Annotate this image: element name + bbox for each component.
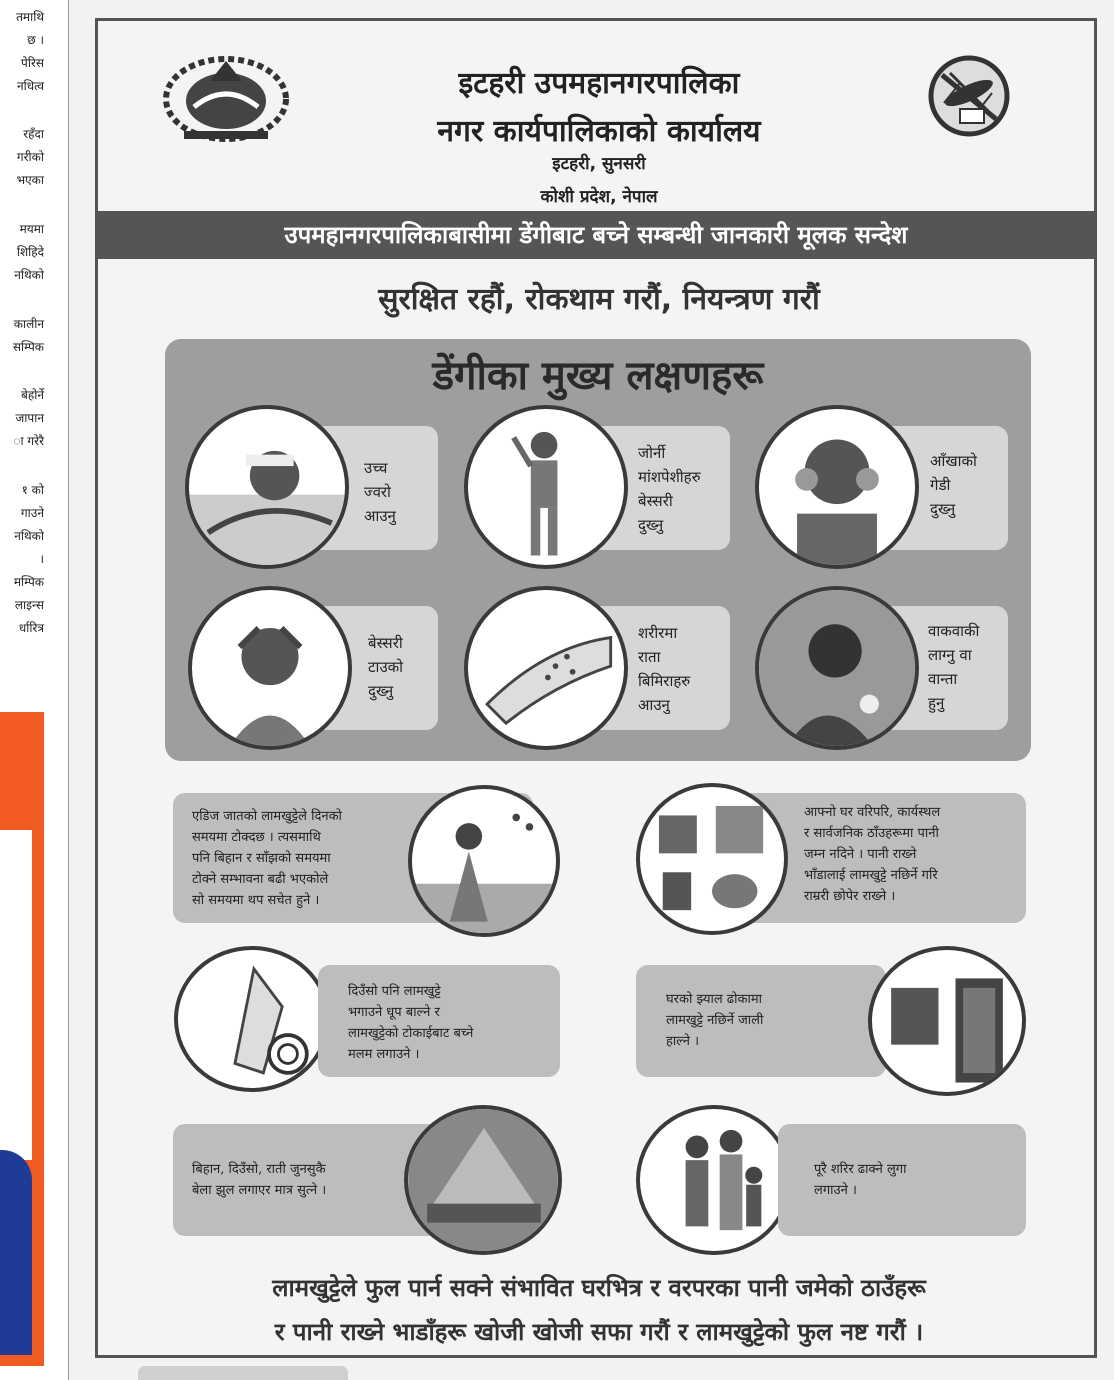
address-city: इटहरी, सुनसरी [552, 154, 646, 174]
left-text-line: बेहोर्ने [21, 388, 44, 402]
left-text-line: तमाथि [16, 10, 44, 24]
symptoms-title: डेंगीका मुख्य लक्षणहरू [432, 353, 764, 399]
left-text-group-5 [0, 384, 44, 453]
ad-white-panel [0, 830, 32, 1160]
address-province: कोशी प्रदेश, नेपाल [540, 187, 658, 207]
prevention-text-mosquito-net: बिहान, दिउँसो, राती जुनसुकै बेला झुल लगाएर मात्र सुत्ने । [192, 1162, 327, 1198]
joint-pain-illustration-icon [464, 405, 628, 569]
left-text-line: नधित्व [16, 79, 44, 93]
slogan: सुरक्षित रहौं, रोकथाम गरौं, नियन्त्रण गरौं [378, 282, 820, 317]
water-containers-illustration-icon [636, 783, 788, 935]
left-text-group-4 [0, 313, 44, 359]
rash-illustration-icon [464, 586, 628, 750]
window-door-net-illustration-icon [868, 946, 1026, 1096]
left-text-line: ा गरेरै [13, 434, 44, 448]
message-title-band: उपमहानगरपालिकाबासीमा डेंगीबाट बच्ने सम्बन्धी जानकारी मूलक सन्देश [98, 211, 1094, 259]
symptom-label-vomiting: वाकवाकी लाग्नु वा वान्ता हुनु [928, 622, 980, 712]
left-text-group-1 [0, 6, 44, 98]
symptom-label-rash: शरीरमा राता बिमिराहरु आउनु [638, 624, 691, 714]
bottom-message-line-1: लामखुट्टेले फुल पार्न सक्ने संभावित घरभित्र र वरपरका पानी जमेको ठाउँहरू [272, 1274, 926, 1302]
prevention-text-daytime-bite: एडिज जातको लामखुट्टेले दिनको समयमा टोक्दछ । त्यसमाथि पनि बिहान र साँझको समयमा टोक्ने सम्भावना बढी भएकोले सो समयमा थप सचेत हुने । [192, 809, 342, 908]
symptom-label-headache: बेस्सरी टाउको दुख्नु [368, 634, 404, 700]
family-full-clothing-illustration-icon [636, 1105, 792, 1255]
left-text-line: नथिको [14, 268, 44, 282]
symptom-label-eye-pain: आँखाको गेडी दुख्नु [930, 452, 977, 518]
left-text-line: कालीन [13, 317, 44, 331]
left-text-line: र्धारित्र [18, 621, 44, 635]
symptom-label-fever: उच्च ज्वरो आउनु [364, 459, 396, 525]
woman-outdoors-illustration-icon [408, 785, 560, 937]
left-text-group-3 [0, 218, 44, 287]
left-text-line: गरीको [16, 150, 44, 164]
eye-pain-illustration-icon [755, 405, 919, 569]
vomiting-illustration-icon [755, 586, 919, 750]
prevention-text-window-net: घरको झ्याल ढोकामा लामखुट्टे नछिर्ने जाली हाल्ने । [666, 992, 764, 1049]
left-text-line: शिहिदे [16, 245, 44, 259]
repellent-coil-illustration-icon [174, 946, 330, 1092]
left-text-line: भएका [16, 173, 44, 187]
newspaper-left-column [0, 0, 69, 684]
left-text-line: छ । [27, 33, 44, 47]
prevention-text-stagnant-water: आफ्नो घर वरिपरि, कार्यस्थल र सार्वजनिक ठाँउहरूमा पानी जम्न नदिने । पानी राख्ने भाँडालाई लामखुट्टे नछिर्ने गरि राम्ररी छोपेर राख्ने । [804, 805, 941, 904]
left-text-line: । [39, 552, 44, 566]
left-text-line: मम्पिक [13, 575, 44, 589]
left-text-line: जापान [15, 411, 44, 425]
left-text-line: रहँदा [23, 127, 44, 141]
symptom-label-joint-pain: जोर्नी मांशपेशीहरु बेस्सरी दुख्नु [638, 444, 701, 534]
prevention-text-full-clothing: पूरै शरिर ढाक्ने लुगा लगाउने । [814, 1162, 907, 1198]
dengue-awareness-poster [95, 18, 1097, 1358]
bottom-message-line-2: र पानी राख्ने भाडाँहरू खोजी खोजी सफा गरौं र लामखुट्टेको फुल नष्ट गरौं । [274, 1318, 924, 1346]
left-text-line: मयमा [19, 222, 44, 236]
office-name: नगर कार्यपालिकाको कार्यालय [437, 114, 761, 149]
left-text-line: गाउने [20, 506, 44, 520]
ad-blue-panel [0, 1150, 32, 1355]
sleeping-under-net-illustration-icon [404, 1105, 562, 1255]
left-text-line: १ को [21, 483, 44, 497]
fever-illustration-icon [185, 405, 349, 569]
left-text-line: पेरिस [21, 56, 44, 70]
left-text-group-2 [0, 123, 44, 192]
left-text-line: लाइन्स [14, 598, 44, 612]
org-name: इटहरी उपमहानगरपालिका [458, 66, 740, 101]
page-scroll-tab[interactable] [138, 1366, 348, 1380]
left-text-group-6 [0, 479, 44, 640]
left-text-line: नथिको [14, 529, 44, 543]
prevention-text-repellent: दिउँसो पनि लामखुट्टे भगाउने धूप बाल्ने र लामखुट्टेको टोकाईबाट बच्ने मलम लगाउने । [348, 984, 474, 1062]
headache-illustration-icon [188, 586, 352, 750]
left-text-line: सम्पिक [12, 340, 44, 354]
